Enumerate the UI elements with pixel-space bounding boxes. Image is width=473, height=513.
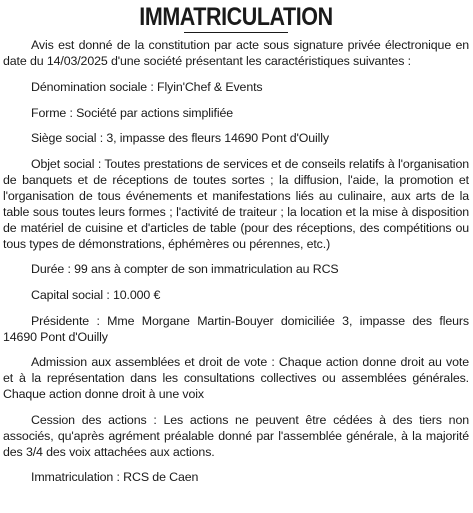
corporate-purpose-paragraph: Objet social : Toutes prestations de services et de conseils relatifs à l'organisation de banquets et de réceptions de toutes sortes ; la diffusion, l'aide, la promotion et l'organisation de tous événements et manifestations liés au culinaire, aux arts de la table sous toutes leurs formes ; l'activité de traiteur ; la location et la mise à disposition de matériel de cuisine et d'articles de table (pour des réceptions, des compétitions ou tous types de démonstrations, éphémères ou pérennes, etc.) (3, 156, 469, 251)
notice-title: IMMATRICULATION (139, 3, 333, 31)
company-name-paragraph: Dénomination sociale : Flyin'Chef & Events (31, 80, 263, 94)
intro-paragraph: Avis est donné de la constitution par acte sous signature privée électronique en date du 14/03/2025 d'une société présentant les caractéristiques suivantes : (3, 38, 469, 68)
share-transfer-paragraph: Cession des actions : Les actions ne peuvent être cédées à des tiers non associés, qu'après agrément préalable donné par l'assemblée générale, à la majorité des 3/4 des voix attachées aux actions. (3, 412, 469, 459)
president-paragraph: Présidente : Mme Morgane Martin-Bouyer domiciliée 3, impasse des fleurs 14690 Pont d'Ouilly (3, 313, 469, 344)
share-capital-paragraph: Capital social : 10.000 € (31, 287, 161, 302)
legal-form-paragraph: Forme : Société par actions simplifiée (31, 105, 234, 120)
duration-paragraph: Durée : 99 ans à compter de son immatriculation au RCS (31, 262, 339, 277)
registration-paragraph: Immatriculation : RCS de Caen (31, 470, 199, 485)
title-underline (184, 32, 288, 33)
head-office-paragraph: Siège social : 3, impasse des fleurs 14690 Pont d'Ouilly (31, 131, 330, 146)
voting-rights-paragraph: Admission aux assemblées et droit de vote : Chaque action donne droit au vote et à la représentation dans les consultations collectives ou assemblées générales. Chaque action donne droit à une voix (3, 355, 469, 402)
